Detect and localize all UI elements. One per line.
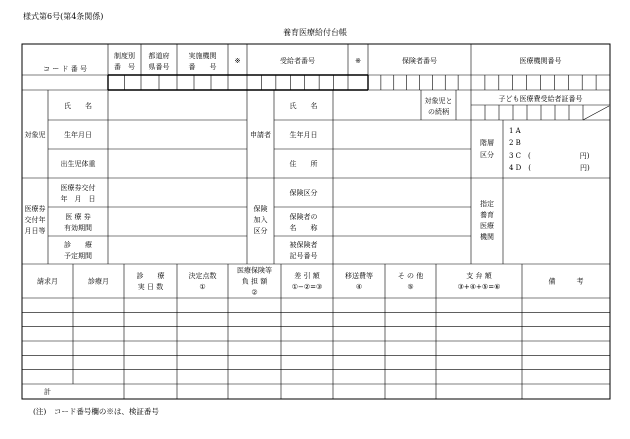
system-number-label-1: 制度別 (114, 52, 135, 60)
insured-number-label-1: 被保険者 (289, 241, 318, 249)
payment-column-header: 実 日 数 (137, 283, 164, 291)
payment-column-header: 診 療 (136, 272, 165, 280)
ticket-group-label-1: 医療券 (24, 205, 46, 213)
ticket-validity-label-1: 医 療 券 (65, 213, 91, 221)
code-number-label: コ ー ド 番 号 (43, 65, 87, 73)
subject-child-birth-weight-label: 出生児体重 (60, 160, 96, 168)
insurance-type-label: 保険区分 (289, 189, 318, 197)
tier-label-2: 区分 (480, 151, 494, 159)
applicant-address-label: 住 所 (289, 160, 318, 168)
ticket-scheduled-period-label-1: 診 療 (64, 241, 92, 249)
subject-child-birth-date-label: 生年月日 (64, 131, 92, 139)
institution-number-label-2: 番 号 (188, 63, 217, 71)
system-number-label-2: 番 号 (114, 63, 135, 71)
designated-institution-label-3: 医療 (480, 222, 494, 230)
insurer-name-label-1: 保険者の (289, 213, 318, 221)
designated-institution-label-2: 養育 (480, 211, 494, 219)
applicant-name-label: 氏 名 (289, 102, 318, 110)
check-mark-2: ※ (355, 57, 361, 65)
medical-institution-number-label: 医療機関番号 (519, 57, 562, 65)
payment-column-header: 診療月 (88, 277, 109, 286)
prefecture-number-label-2: 県番号 (148, 63, 170, 71)
designated-institution-label-4: 機関 (480, 233, 494, 241)
payment-column-header: 決定点数 (188, 272, 217, 280)
prefecture-number-label-1: 都道府 (148, 52, 170, 60)
payment-column-header: ② (251, 288, 258, 297)
child-certificate-digit-boxes (485, 105, 583, 120)
payment-column-header: 請求月 (37, 277, 58, 286)
payment-table-headers (37, 266, 584, 297)
ticket-scheduled-period-label-2: 予定期間 (64, 252, 92, 260)
check-mark-1: ※ (234, 57, 241, 65)
payment-column-header: ④ (355, 283, 363, 291)
subject-child-group-label: 対象児 (24, 131, 46, 139)
insurer-name-label-2: 名 称 (289, 224, 318, 232)
payment-column-header: 差 引 額 (294, 272, 320, 280)
institution-number-label-1: 実施機関 (188, 52, 217, 60)
applicant-birth-date-label: 生年月日 (289, 131, 318, 139)
relationship-label-1: 対象児と (424, 97, 453, 105)
payment-column-header: 支 弁 額 (466, 272, 492, 280)
insurance-group-label-2: 加入 (253, 216, 268, 224)
ticket-validity-label-2: 有効期間 (64, 224, 92, 232)
form-title: 養育医療給付台帳 (283, 28, 347, 37)
footnote: (注) コード番号欄の※は、検証番号 (33, 407, 159, 416)
insurance-group-label-1: 保険 (253, 205, 268, 213)
payment-column-header: ③+④+⑤=⑥ (457, 283, 501, 291)
tier-option-b: 2 B (509, 139, 521, 147)
ticket-issue-date-label-2: 年 月 日 (60, 195, 96, 203)
tier-label-1: 階層 (480, 139, 494, 147)
payment-total-label: 計 (44, 388, 51, 396)
ticket-group-label-3: 月日等 (24, 227, 46, 235)
ticket-issue-date-label-1: 医療券交付 (60, 184, 96, 192)
insured-number-label-2: 記号番号 (289, 252, 318, 260)
ticket-group-label-2: 交付年 (24, 216, 46, 224)
tier-option-c: 3 C ( 円) (509, 152, 590, 160)
insurance-group-label-3: 区分 (253, 227, 268, 235)
payment-column-header: ① (199, 283, 206, 291)
payment-column-header: ⑤ (407, 283, 414, 291)
payment-column-header: 備 考 (548, 277, 584, 286)
payment-column-header: 負 担 額 (241, 277, 268, 286)
tier-option-d: 4 D ( 円) (509, 164, 590, 172)
child-certificate-label: 子ども医療費受給者証番号 (498, 95, 583, 103)
payment-column-header: ①−②=③ (291, 283, 323, 291)
recipient-number-label: 受給者番号 (280, 57, 315, 65)
designated-institution-label-1: 指定 (480, 200, 494, 208)
payment-column-header: 移送費等 (345, 272, 373, 280)
relationship-label-2: の続柄 (428, 108, 449, 116)
payment-column-header: そ の 他 (397, 272, 424, 280)
tier-option-a: 1 A (509, 127, 521, 135)
insurer-number-label: 保険者番号 (402, 57, 437, 65)
code-digit-boxes (125, 75, 597, 90)
subject-child-name-label: 氏 名 (64, 102, 92, 110)
applicant-group-label: 申請者 (250, 131, 271, 139)
payment-column-header: 医療保険等 (237, 266, 272, 275)
form-number: 様式第6号(第4条関係) (23, 12, 104, 21)
